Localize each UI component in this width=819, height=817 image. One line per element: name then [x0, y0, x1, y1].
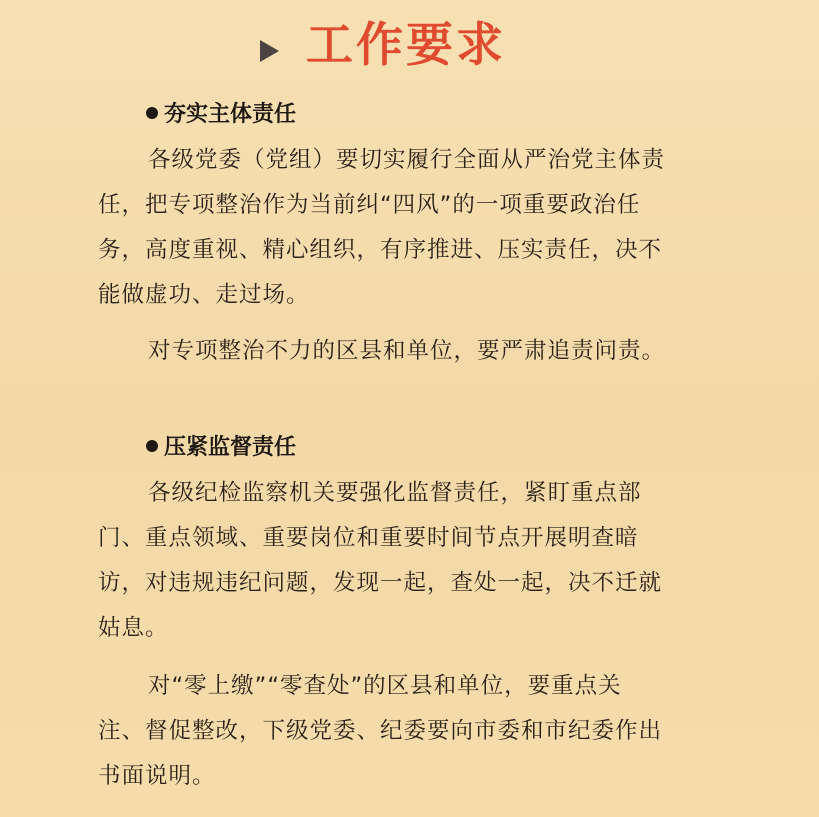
paragraph-line: 各级纪检监察机关要强化监督责任，紧盯重点部: [148, 480, 642, 506]
paragraph-line: 能做虚功、走过场。: [98, 282, 310, 308]
paragraph-line: 书面说明。: [98, 763, 216, 789]
section-heading-1-text: 夯实主体责任: [164, 102, 297, 127]
paragraph-line: 对专项整治不力的区县和单位，要严肃追责问责。: [148, 338, 666, 364]
section-heading-1: [146, 99, 296, 131]
paragraph-line: 任，把专项整治作为当前纠“四风”的一项重要政治任: [98, 192, 641, 218]
bullet-icon: [146, 440, 158, 452]
section-2-paragraph-2: [98, 664, 723, 799]
paragraph-line: 注、督促整改，下级党委、纪委要向市委和市纪委作出: [98, 718, 663, 744]
triangle-right-icon: [260, 40, 279, 62]
section-heading-2-text: 压紧监督责任: [164, 435, 297, 460]
paragraph-line: 务，高度重视、精心组织，有序推进、压实责任，决不: [98, 237, 663, 263]
title-row: [0, 14, 819, 78]
section-heading-2: [146, 432, 296, 464]
paragraph-line: 对“零上缴”“零查处”的区县和单位，要重点关: [148, 673, 622, 699]
page-title: 工作要求: [306, 18, 506, 73]
section-1-paragraph-2: [98, 329, 723, 374]
paragraph-line: 访，对违规违纪问题，发现一起，查处一起，决不迁就: [98, 570, 663, 596]
paragraph-line: 门、重点领域、重要岗位和重要时间节点开展明查暗: [98, 525, 639, 551]
paragraph-line: 姑息。: [98, 615, 169, 641]
bullet-icon: [146, 107, 158, 119]
section-2-paragraph-1: [98, 471, 723, 651]
section-1-paragraph-1: [98, 138, 723, 318]
paragraph-line: 各级党委（党组）要切实履行全面从严治党主体责: [148, 147, 666, 173]
